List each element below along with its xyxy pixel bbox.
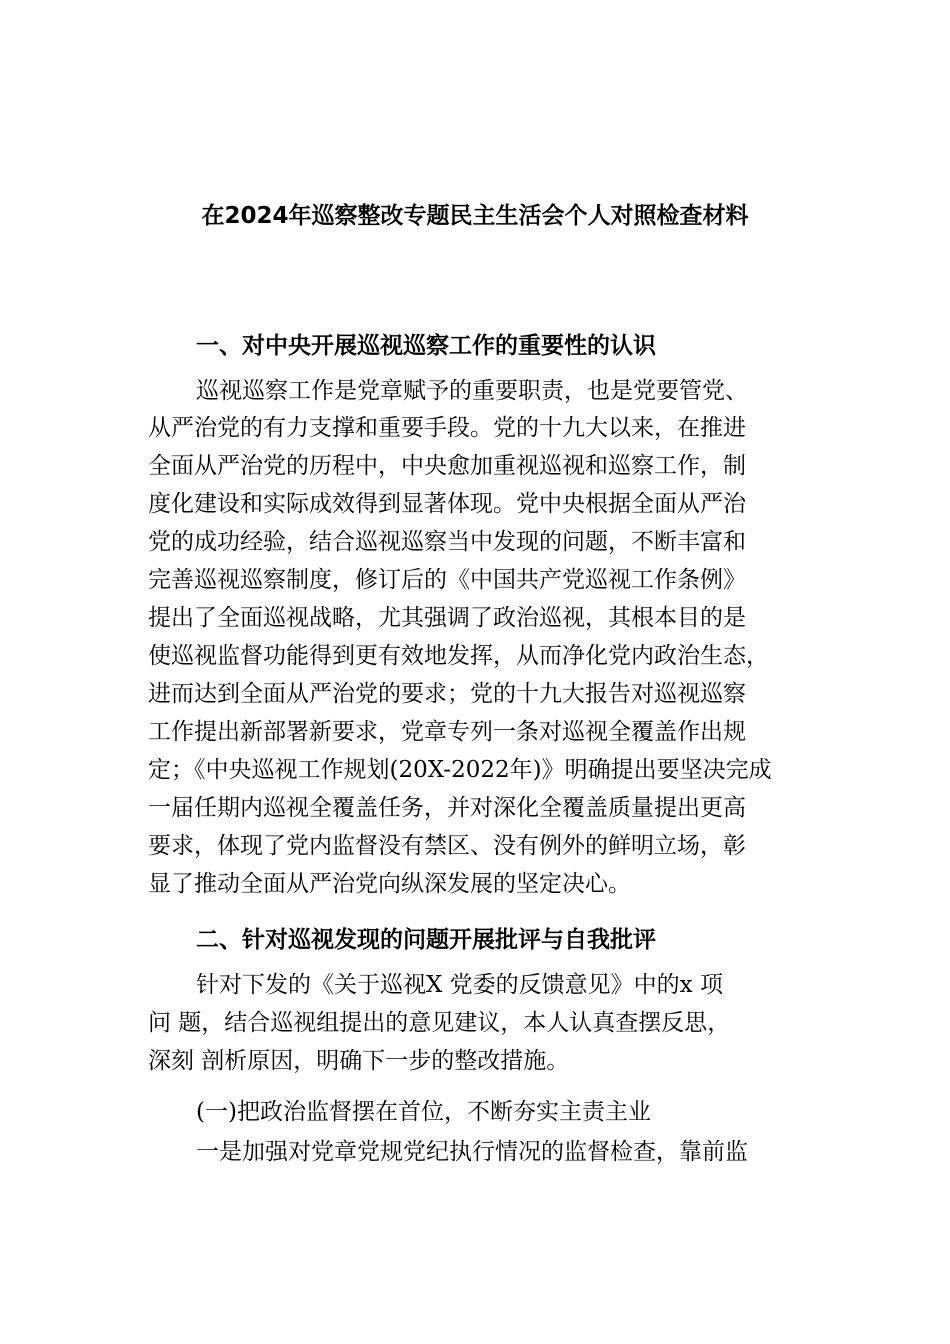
paragraph-line: 巡视巡察工作是党章赋予的重要职责，也是党要管党、 bbox=[196, 378, 748, 404]
paragraph-line: 党的成功经验，结合巡视巡察当中发现的问题，不断丰富和 bbox=[148, 529, 746, 555]
paragraph-line: 要求，体现了党内监督没有禁区、没有例外的鲜明立场，彰 bbox=[148, 833, 746, 859]
paragraph-line: 完善巡视巡察制度，修订后的《中国共产党巡视工作条例》 bbox=[148, 567, 746, 593]
paragraph-line: 进而达到全面从严治党的要求；党的十九大报告对巡视巡察 bbox=[148, 681, 746, 707]
paragraph-line: 问 题，结合巡视组提出的意见建议，本人认真查摆反思， bbox=[148, 1010, 731, 1036]
paragraph-line: 使巡视监督功能得到更有效地发挥，从而净化党内政治生态， bbox=[148, 643, 769, 669]
section-1-heading: 一、对中央开展巡视巡察工作的重要性的认识 bbox=[196, 333, 656, 359]
paragraph-line: 显了推动全面从严治党向纵深发展的坚定决心。 bbox=[148, 871, 631, 897]
paragraph-line: 一是加强对党章党规党纪执行情况的监督检查，靠前监 bbox=[196, 1139, 748, 1165]
paragraph-line: 全面从严治党的历程中，中央愈加重视巡视和巡察工作，制 bbox=[148, 453, 746, 479]
section-2-heading: 二、针对巡视发现的问题开展批评与自我批评 bbox=[196, 927, 656, 953]
paragraph-line: 一届任期内巡视全覆盖任务，并对深化全覆盖质量提出更高 bbox=[148, 795, 746, 821]
paragraph-line: 度化建设和实际成效得到显著体现。党中央根据全面从严治 bbox=[148, 491, 746, 517]
document-title: 在2024年巡察整改专题民主生活会个人对照检查材料 bbox=[201, 203, 749, 229]
paragraph-line: 深刻 剖析原因，明确下一步的整改措施。 bbox=[148, 1048, 570, 1074]
paragraph-line: 定；《中央巡视工作规划(20X-2022年)》明确提出要坚决完成 bbox=[148, 757, 772, 783]
paragraph-line: 从严治党的有力支撑和重要手段。党的十九大以来，在推进 bbox=[148, 415, 746, 441]
paragraph-line: 针对下发的《关于巡视X 党委的反馈意见》中的x 项 bbox=[196, 972, 723, 998]
subsection-heading: (一)把政治监督摆在首位，不断夯实主责主业 bbox=[196, 1099, 651, 1125]
paragraph-line: 提出了全面巡视战略，尤其强调了政治巡视，其根本目的是 bbox=[148, 605, 746, 631]
paragraph-line: 工作提出新部署新要求，党章专列一条对巡视全覆盖作出规 bbox=[148, 719, 746, 745]
